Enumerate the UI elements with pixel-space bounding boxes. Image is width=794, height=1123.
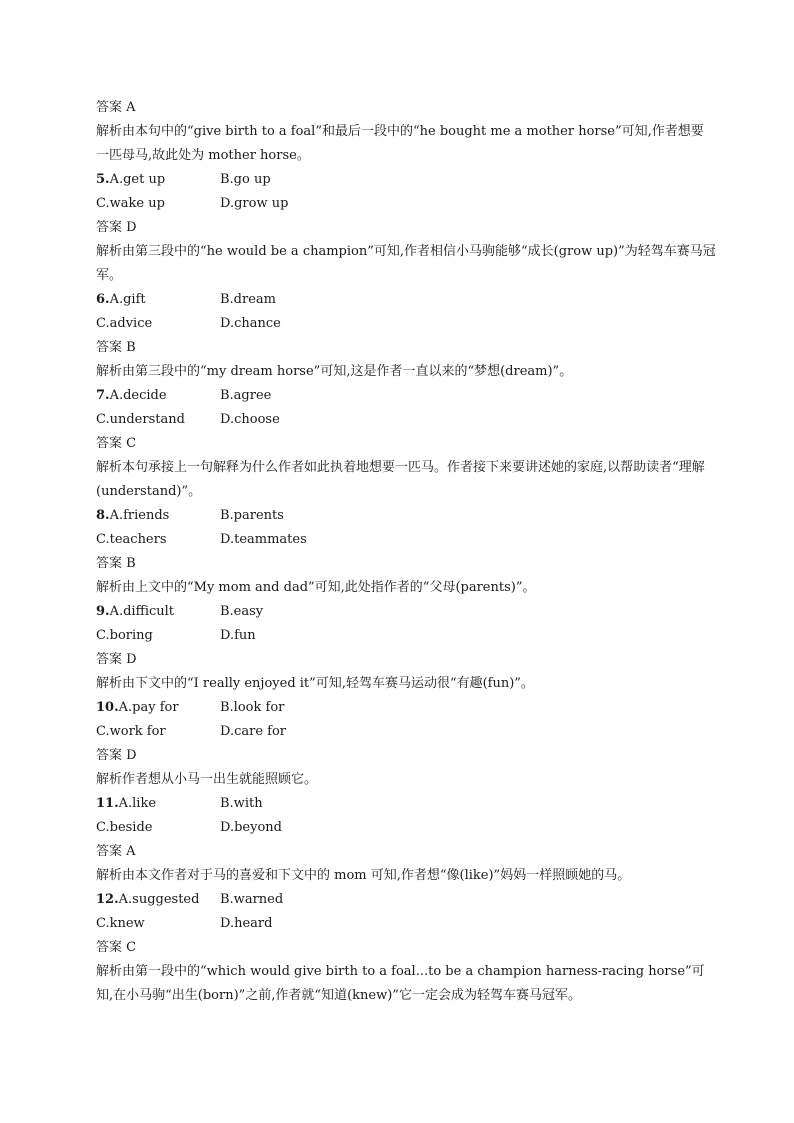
option-label: B.agree [220,388,272,403]
question-number: 12. [96,892,119,907]
explanation-text: 解析由第一段中的“which would give birth to a foal...to be a champion harness-racing horse”可知,在小马驹“出生(born)”之前,作者就“知道(knew)”它一定会成为轻驾车赛马冠军。 [96,964,705,1003]
option-row [96,600,716,624]
option-row [96,912,716,936]
option-label: 6.A.gift [96,292,146,307]
option-label: D.care for [220,724,287,739]
option-label: B.with [220,796,263,811]
option-label: B.look for [220,700,285,715]
option-label: 7.A.decide [96,388,167,403]
answer-line: 答案 D [96,220,137,235]
option-label: 5.A.get up [96,172,166,187]
option-row [96,792,716,816]
answer-line: 答案 D [96,652,137,667]
answer-line: 答案 B [96,340,136,355]
question-number: 10. [96,700,119,715]
explanation-text: 解析由下文中的“I really enjoyed it”可知,轻驾车赛马运动很“有趣(fun)”。 [96,676,534,691]
question-number: 11. [96,796,119,811]
option-row [96,504,716,528]
option-label: D.fun [220,628,256,643]
explanation-text: 解析由本文作者对于马的喜爱和下文中的 mom 可知,作者想“像(like)”妈妈一样照顾她的马。 [96,868,631,883]
option-label: 12.A.suggested [96,892,200,907]
option-label: B.go up [220,172,271,187]
question-number: 5. [96,172,110,187]
option-row [96,696,716,720]
option-label: C.wake up [96,196,165,211]
option-label: C.advice [96,316,153,331]
option-label: 11.A.like [96,796,157,811]
question-number: 7. [96,388,110,403]
option-label: 8.A.friends [96,508,170,523]
option-label: C.teachers [96,532,167,547]
question-number: 6. [96,292,110,307]
answer-line: 答案 A [96,100,136,115]
answer-line: 答案 B [96,556,136,571]
option-label: D.heard [220,916,273,931]
question-block [96,792,716,888]
option-row [96,192,716,216]
option-label: 9.A.difficult [96,604,175,619]
answer-line: 答案 C [96,436,137,451]
option-row [96,312,716,336]
option-label: C.understand [96,412,185,427]
option-label: D.teammates [220,532,307,547]
question-block [96,168,716,288]
explanation-text: 解析由第三段中的“he would be a champion”可知,作者相信小马驹能够“成长(grow up)”为轻驾车赛马冠军。 [96,244,716,283]
option-label: C.boring [96,628,153,643]
option-label: C.work for [96,724,166,739]
option-label: B.warned [220,892,284,907]
option-label: C.knew [96,916,145,931]
answer-line: 答案 D [96,748,137,763]
option-row [96,720,716,744]
option-label: B.easy [220,604,264,619]
option-row [96,168,716,192]
option-label: C.beside [96,820,153,835]
document-body [96,96,716,1008]
question-block [96,888,716,1008]
option-label: B.parents [220,508,284,523]
option-label: B.dream [220,292,276,307]
explanation-text: 解析由第三段中的“my dream horse”可知,这是作者一直以来的“梦想(dream)”。 [96,364,573,379]
option-label: D.grow up [220,196,289,211]
explanation-text: 解析由上文中的“My mom and dad”可知,此处指作者的“父母(parents)”。 [96,580,536,595]
question-block [96,384,716,504]
answer-line: 答案 A [96,844,136,859]
answer-line: 答案 C [96,940,137,955]
option-label: D.beyond [220,820,282,835]
option-label: D.choose [220,412,280,427]
option-row [96,384,716,408]
option-row [96,816,716,840]
explanation-text: 解析作者想从小马一出生就能照顾它。 [96,772,318,787]
question-block [96,600,716,696]
option-label: D.chance [220,316,281,331]
option-row [96,288,716,312]
option-row [96,408,716,432]
question-number: 9. [96,604,110,619]
question-block [96,504,716,600]
question-block [96,288,716,384]
question-block [96,696,716,792]
question-number: 8. [96,508,110,523]
option-row [96,888,716,912]
explanation-text: 解析本句承接上一句解释为什么作者如此执着地想要一匹马。作者接下来要讲述她的家庭,以帮助读者“理解(understand)”。 [96,460,705,499]
explanation-text: 解析由本句中的“give birth to a foal”和最后一段中的“he bought me a mother horse”可知,作者想要一匹母马,故此处为 mother horse。 [96,124,704,163]
option-label: 10.A.pay for [96,700,179,715]
question-block [96,96,716,168]
option-row [96,528,716,552]
option-row [96,624,716,648]
